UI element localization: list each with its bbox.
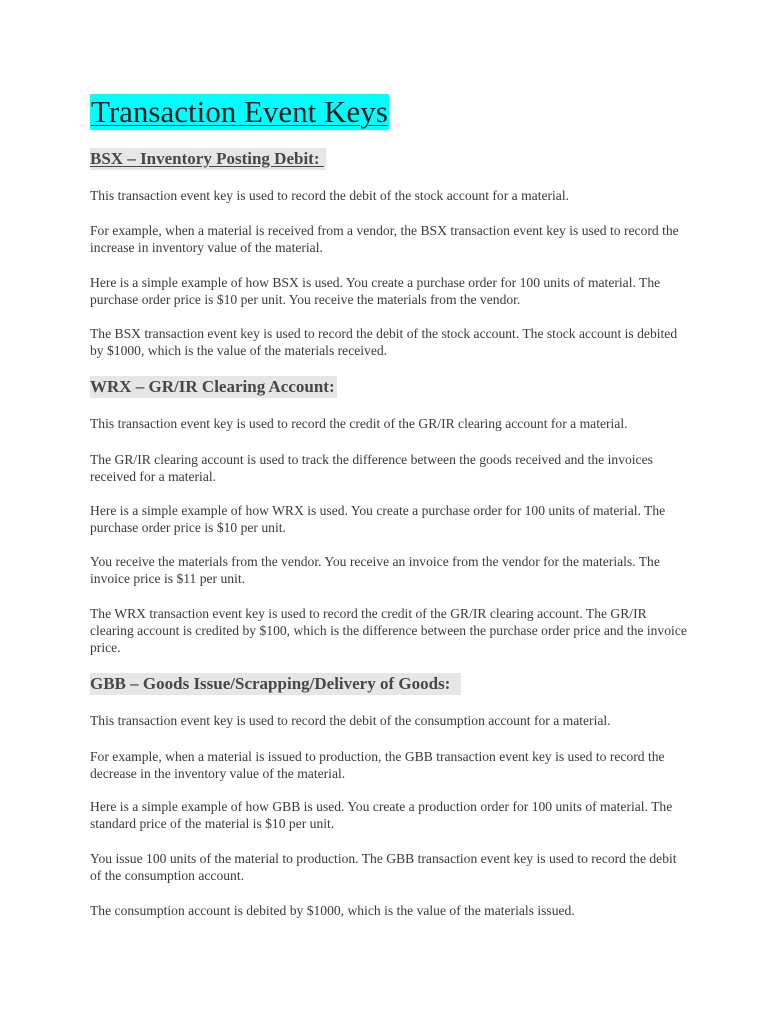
bsx-paragraph-1: This transaction event key is used to record the debit of the stock account for a material. [90,188,570,203]
gbb-paragraph-3: Here is a simple example of how GBB is used. You create a production order for 100 units of material. The standard price of the material is $10 per unit. [90,799,673,831]
wrx-paragraph-1: This transaction event key is used to record the credit of the GR/IR clearing account for a material. [90,416,628,431]
gbb-paragraph-4: You issue 100 units of the material to production. The GBB transaction event key is used to record the debit of the consumption account. [90,851,677,883]
bsx-paragraph-2: For example, when a material is received from a vendor, the BSX transaction event key is used to record the increase in inventory value of the material. [90,223,679,255]
bsx-paragraph-3: Here is a simple example of how BSX is used. You create a purchase order for 100 units of material. The purchase order price is $10 per unit. You receive the materials from the vendor. [90,275,661,307]
gbb-paragraph-2: For example, when a material is issued to production, the GBB transaction event key is used to record the decrease in the inventory value of the material. [90,749,665,781]
section-heading-gbb: GBB – Goods Issue/Scrapping/Delivery of Goods: [90,674,459,693]
gbb-paragraph-5: The consumption account is debited by $1000, which is the value of the materials issued. [90,903,575,918]
gbb-paragraph-1: This transaction event key is used to record the debit of the consumption account for a material. [90,713,611,728]
wrx-paragraph-4: You receive the materials from the vendor. You receive an invoice from the vendor for the materials. The invoice price is $11 per unit. [90,554,660,586]
section-heading-bsx: BSX – Inventory Posting Debit: [90,149,324,168]
wrx-paragraph-5: The WRX transaction event key is used to record the credit of the GR/IR clearing account. The GR/IR clearing account is credited by $100, which is the difference between the purchase order price and the invoice price. [90,606,687,655]
document-title: Transaction Event Keys [91,94,388,129]
bsx-paragraph-4: The BSX transaction event key is used to record the debit of the stock account. The stock account is debited by $1000, which is the value of the materials received. [90,326,678,358]
wrx-paragraph-2: The GR/IR clearing account is used to track the difference between the goods received and the invoices received for a material. [90,452,653,484]
section-heading-wrx: WRX – GR/IR Clearing Account: [90,377,335,396]
wrx-paragraph-3: Here is a simple example of how WRX is used. You create a purchase order for 100 units of material. The purchase order price is $10 per unit. [90,503,666,535]
